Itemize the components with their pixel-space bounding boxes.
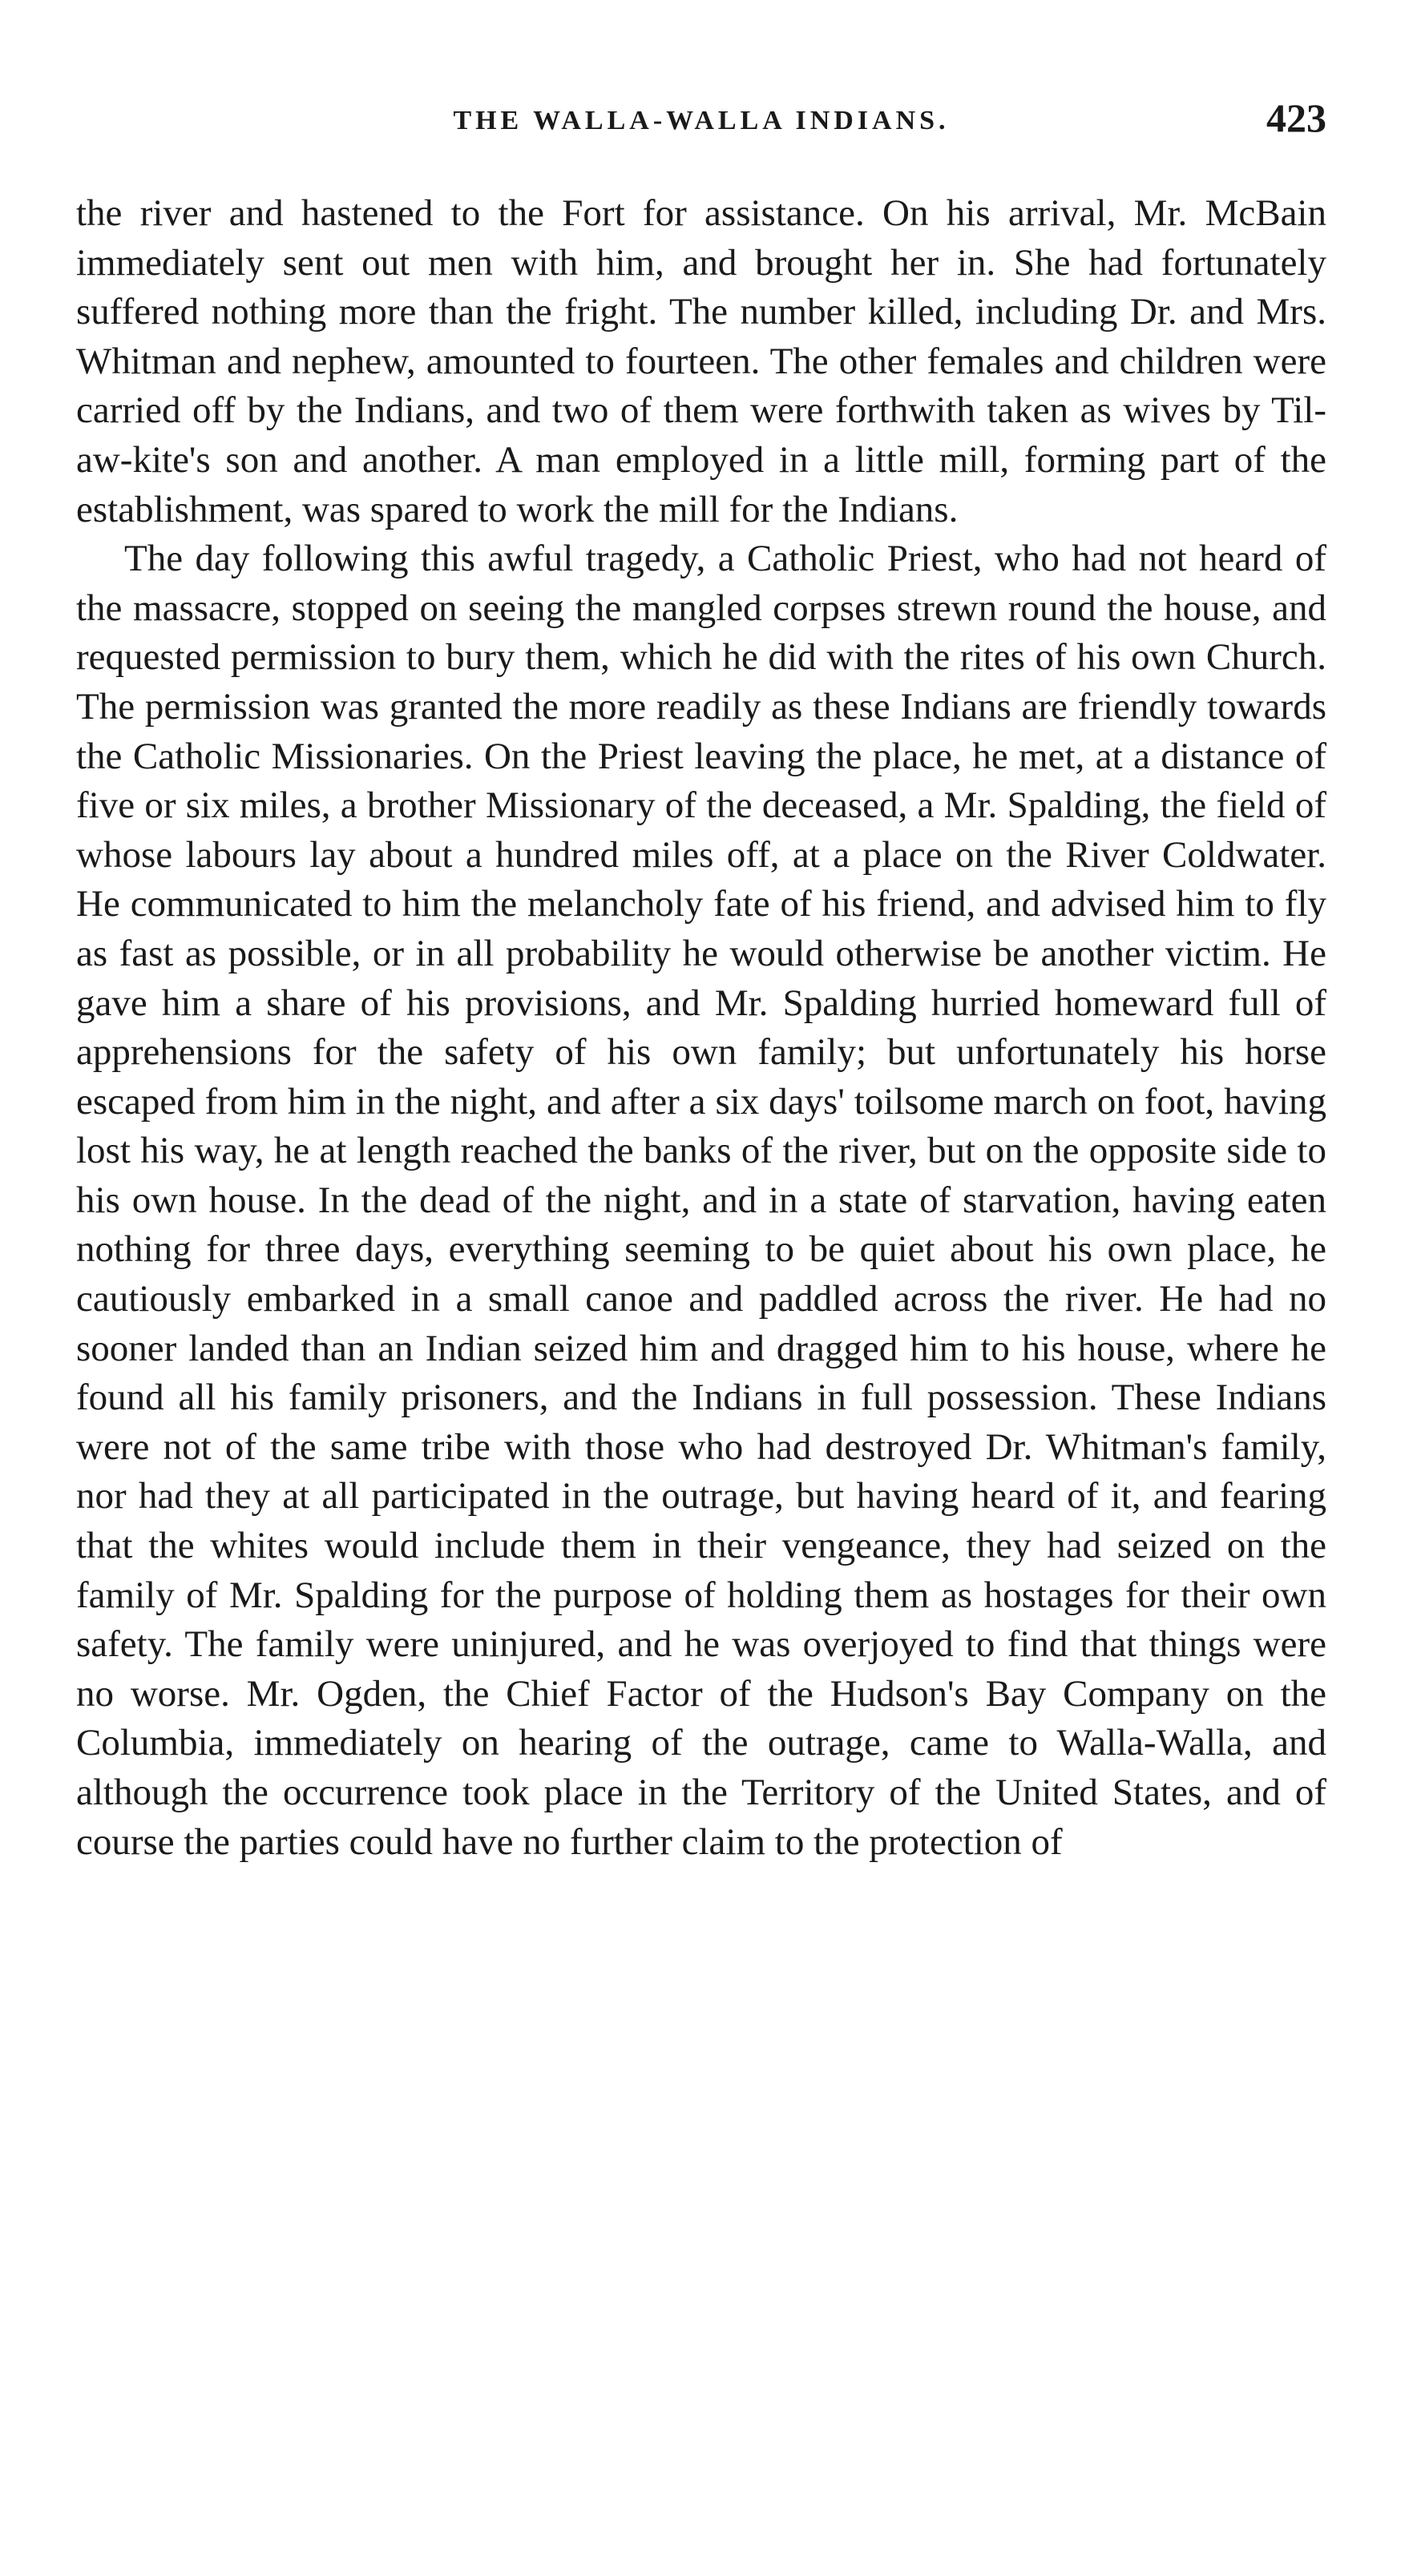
paragraph: the river and hastened to the Fort for assistance. On his arrival, Mr. McBain immediately sent out men with him, and brought her in. She had fortunately suffered nothing more than the fright. The number killed, including Dr. and Mrs. Whitman and nephew, amounted to fourteen. The other females and children were carried off by the Indians, and two of them were forthwith taken as wives by Til-aw-kite's son and another. A man employed in a little mill, forming part of the establishment, was spared to work the mill for the Indians. [76, 192, 1326, 530]
paragraph: The day following this awful tragedy, a Catholic Priest, who had not heard of the massacre, stopped on seeing the mangled corpses strewn round the house, and requested permission to bury them, which he did with the rites of his own Church. The permission was granted the more readily as these Indians are friendly towards the Catholic Missionaries. On the Priest leaving the place, he met, at a distance of five or six miles, a brother Missionary of the deceased, a Mr. Spalding, the field of whose labours lay about a hundred miles off, at a place on the River Coldwater. He communicated to him the melancholy fate of his friend, and advised him to fly as fast as possible, or in all probability he would otherwise be another victim. He gave him a share of his provisions, and Mr. Spalding hurried homeward full of apprehensions for the safety of his own family; but unfortunately his horse escaped from him in the night, and after a six days' toilsome march on foot, having lost his way, he at length reached the banks of the river, but on the opposite side to his own house. In the dead of the night, and in a state of starvation, having eaten nothing for three days, everything seeming to be quiet about his own place, he cautiously embarked in a small canoe and paddled across the river. He had no sooner landed than an Indian seized him and dragged him to his house, where he found all his family prisoners, and the Indians in full possession. These Indians were not of the same tribe with those who had destroyed Dr. Whitman's family, nor had they at all participated in the outrage, but having heard of it, and fearing that the whites would include them in their vengeance, they had seized on the family of Mr. Spalding for the purpose of holding them as hostages for their own safety. The family were uninjured, and he was overjoyed to find that things were no worse. Mr. Ogden, the Chief Factor of the Hudson's Bay Company on the Columbia, immediately on hearing of the outrage, came to Walla-Walla, and although the occurrence took place in the Territory of the United States, and of course the parties could have no further claim to the protection of [76, 538, 1326, 1863]
body-text [76, 189, 1326, 1867]
page-header [76, 95, 1326, 159]
running-title: THE WALLA-WALLA INDIANS. [453, 106, 950, 135]
page-number: 423 [1266, 95, 1326, 140]
